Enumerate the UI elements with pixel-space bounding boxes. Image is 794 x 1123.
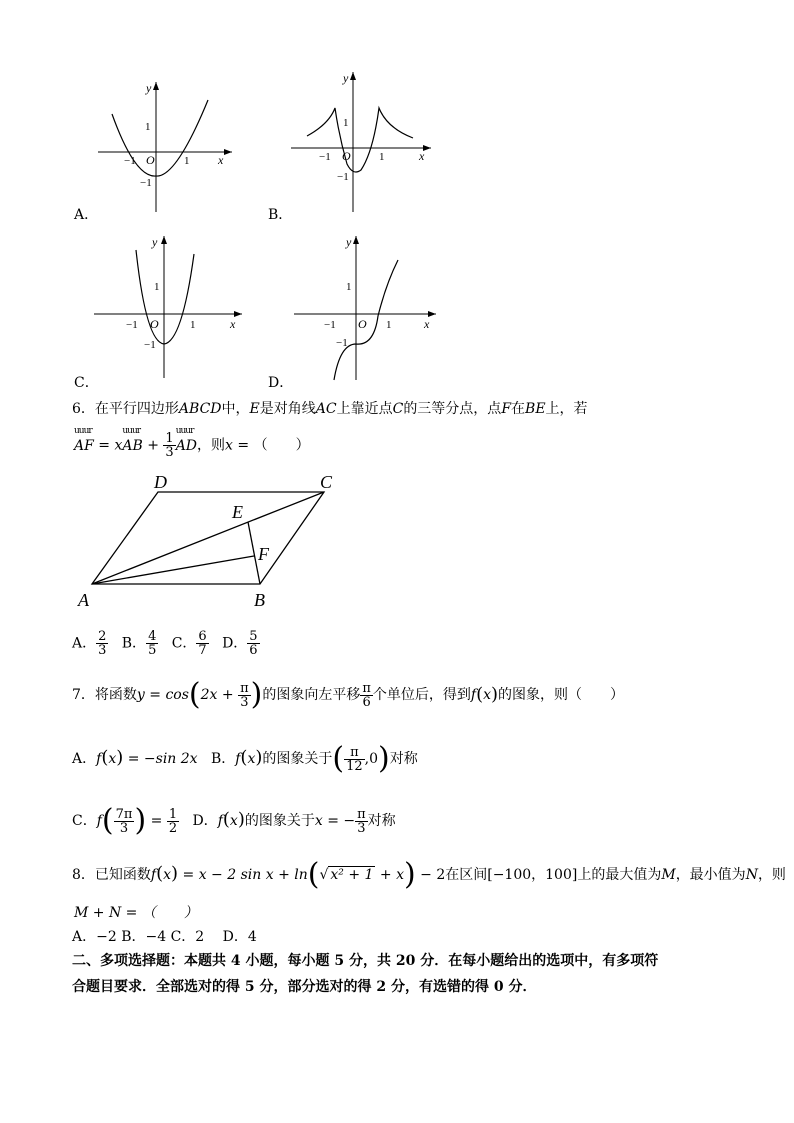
vertex-d: D xyxy=(154,472,167,492)
tick-label: 1 xyxy=(145,121,151,133)
q6-options: A． $\frac{2}{3}$ B． $\frac{4}{5}$ C． $\frac{6}{7}$ D． $\frac{5}{6}$ xyxy=(72,629,258,658)
vertex-c: C xyxy=(320,472,333,492)
point-e: E xyxy=(232,502,243,522)
tick-label: −1 xyxy=(126,319,138,331)
vertex-b: B xyxy=(254,590,265,610)
graph-d xyxy=(290,232,440,384)
tick-label: −1 xyxy=(319,151,331,163)
section2-line1: 二、多项选择题：本题共 4 小题，每小题 5 分，共 20 分．在每小题给出的选项中，有多项符 xyxy=(72,953,659,969)
option-c-label: C． xyxy=(74,375,99,391)
y-label: y xyxy=(346,235,352,249)
q8-stem: 8．已知函数f(x) = x − 2 sin x + ln(√ x² + 1 + x) − 2在区间[−100，100]上的最大值为M，最小值为N，则 xyxy=(72,857,786,892)
x-label: x xyxy=(424,317,430,331)
origin-label: O xyxy=(358,317,367,331)
q6-formula: uuur AF = x uuur AB + $\frac{1}{3}$ uuur AD，则x = （ ） xyxy=(74,425,310,460)
tick-label: 1 xyxy=(184,155,190,167)
tick-label: 1 xyxy=(154,281,160,293)
parallelogram-figure xyxy=(74,470,374,616)
x-label: x xyxy=(230,317,236,331)
origin-label: O xyxy=(150,317,159,331)
x-label: x xyxy=(218,153,224,167)
q8-question: M + N = （ ） xyxy=(74,905,198,921)
q7-options-cd: C．f( $\frac{7\pi}{3}$ ) = $\frac{1}{2}$ D．f(x)的图象关于x = − $\frac{\pi}{3}$ 对称 xyxy=(72,803,396,838)
graph-c xyxy=(90,232,250,382)
option-a-label: A． xyxy=(74,207,99,223)
q7-stem: 7．将函数y = cos(2x + $\frac{\pi}{3}$ )的图象向左平移 $\frac{\pi}{6}$ 个单位后，得到f(x)的图象，则（ ） xyxy=(72,677,625,712)
tick-label: −1 xyxy=(337,171,349,183)
graph-b xyxy=(287,68,437,218)
section2-line2: 合题目要求．全部选对的得 5 分，部分选对的得 2 分，有选错的得 0 分． xyxy=(72,979,537,995)
q7-options-ab: A．f(x) = −sin 2x B．f(x)的图象关于( $\frac{\pi}{12}$ ,0)对称 xyxy=(72,741,418,776)
tick-label: 1 xyxy=(379,151,385,163)
y-label: y xyxy=(146,81,152,95)
tick-label: 1 xyxy=(386,319,392,331)
tick-label: −1 xyxy=(336,337,348,349)
tick-label: −1 xyxy=(124,155,136,167)
origin-label: O xyxy=(342,149,351,163)
x-label: x xyxy=(419,149,425,163)
tick-label: 1 xyxy=(346,281,352,293)
q8-options: A．−2 B．−4 C．2 D．4 xyxy=(72,929,257,945)
tick-label: −1 xyxy=(140,177,152,189)
tick-label: −1 xyxy=(324,319,336,331)
option-d-label: D． xyxy=(268,375,294,391)
y-label: y xyxy=(343,71,349,85)
tick-label: −1 xyxy=(144,339,156,351)
vertex-a: A xyxy=(78,590,89,610)
origin-label: O xyxy=(146,153,155,167)
point-f: F xyxy=(258,544,269,564)
graph-a xyxy=(90,78,240,218)
y-label: y xyxy=(152,235,158,249)
tick-label: 1 xyxy=(343,117,349,129)
q6-stem: 6．在平行四边形ABCD中，E是对角线AC上靠近点C的三等分点，点F在BE上，若 xyxy=(72,401,588,417)
tick-label: 1 xyxy=(190,319,196,331)
option-b-label: B． xyxy=(268,207,293,223)
